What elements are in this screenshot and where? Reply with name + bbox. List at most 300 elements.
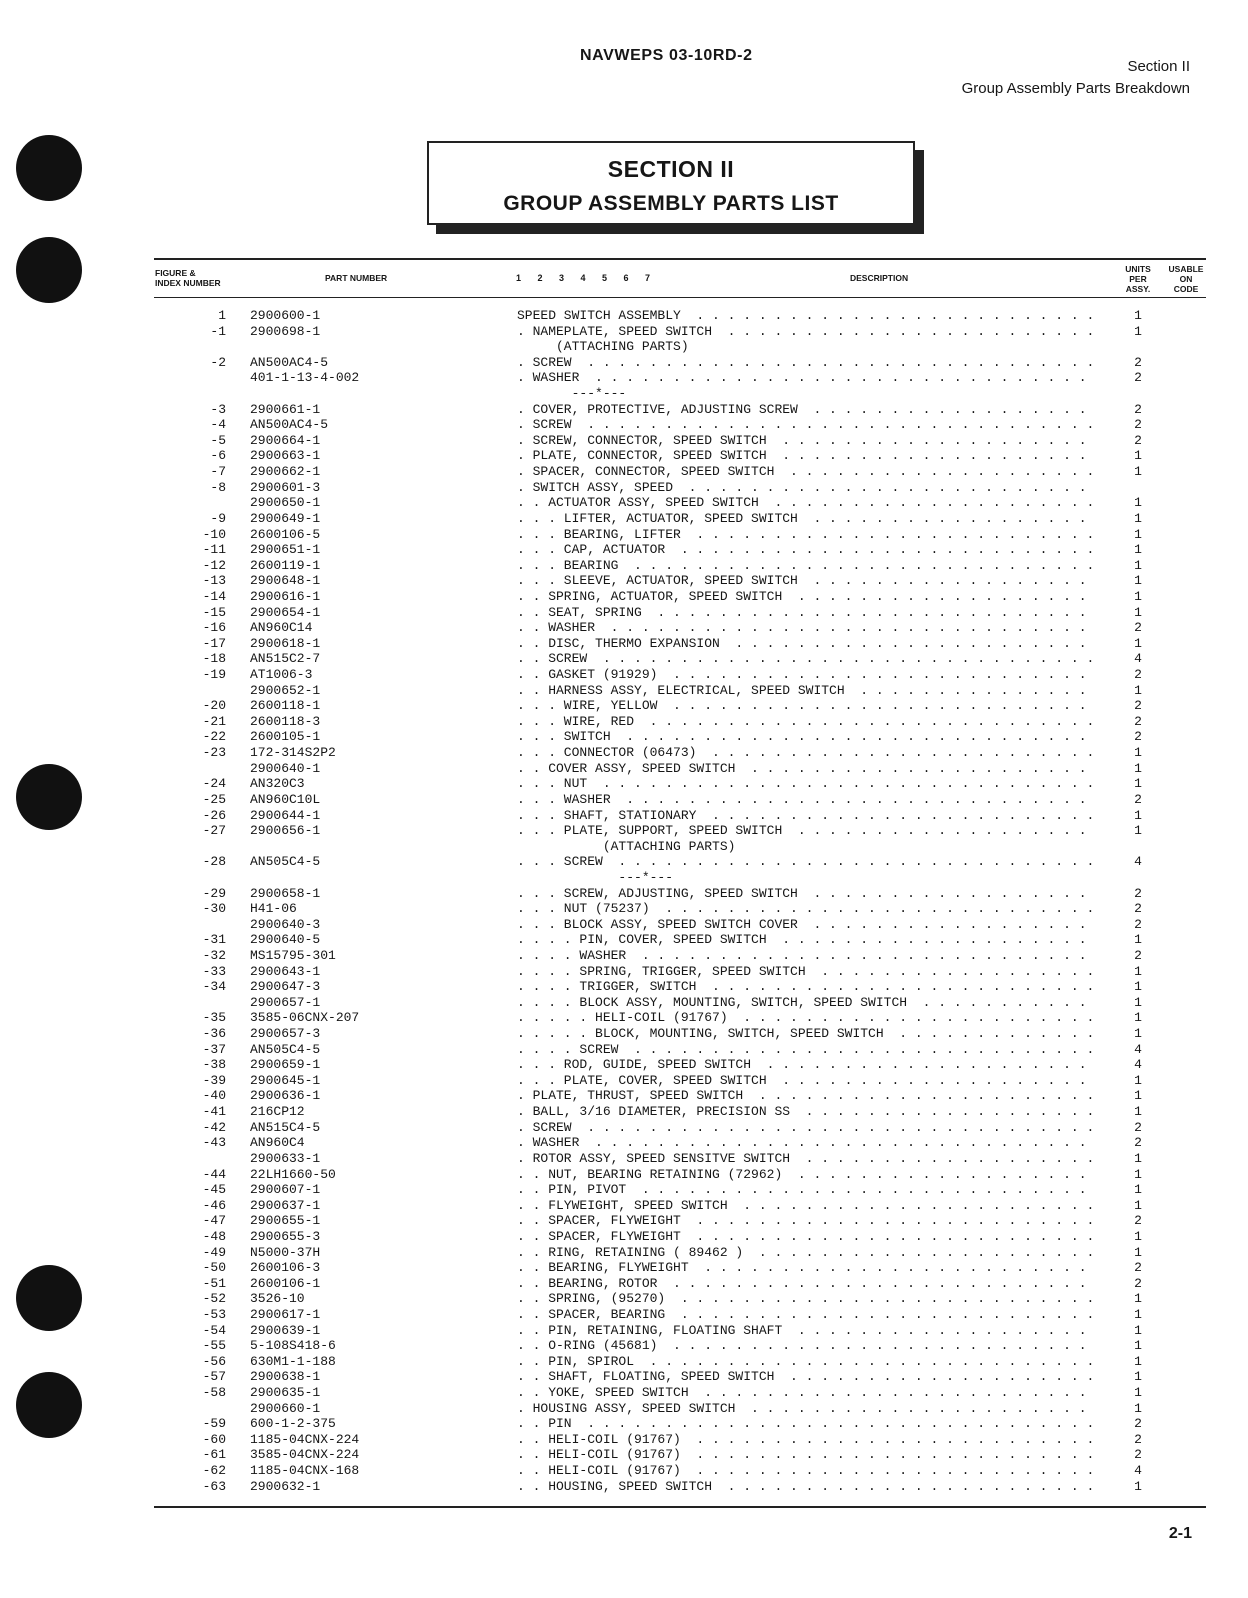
units-per-assy: 1 [1134, 1104, 1142, 1120]
index-number: -3 [210, 401, 226, 417]
index-number: -48 [202, 1228, 226, 1244]
table-row [0, 464, 1248, 480]
units-per-assy: 1 [1134, 588, 1142, 604]
part-number: 2900650-1 [250, 495, 321, 511]
part-number: 2900656-1 [250, 823, 321, 839]
part-number: 5-108S418-6 [250, 1338, 336, 1354]
units-per-assy: 1 [1134, 635, 1142, 651]
units-per-assy: 1 [1134, 776, 1142, 792]
description: . . . BLOCK ASSY, SPEED SWITCH COVER . . . . . . . . . . . . . . . . . . [517, 916, 1095, 932]
description: . . . LIFTER, ACTUATOR, SPEED SWITCH . . . . . . . . . . . . . . . . . . [517, 510, 1095, 526]
description: . . . . PIN, COVER, SPEED SWITCH . . . . . . . . . . . . . . . . . . . . [517, 932, 1095, 948]
part-number: 2900698-1 [250, 323, 321, 339]
table-row [0, 1245, 1248, 1261]
index-number: -53 [202, 1307, 226, 1322]
header-figure-line2: INDEX NUMBER [155, 278, 221, 288]
description: . . PIN, SPIROL . . . . . . . . . . . . . . . . . . . . . . . . . . . . . [517, 1353, 1095, 1369]
section-heading: GROUP ASSEMBLY PARTS LIST [503, 192, 839, 215]
section-subtitle: Group Assembly Parts Breakdown [961, 80, 1190, 97]
description: . . . . . BLOCK, MOUNTING, SWITCH, SPEED SWITCH . . . . . . . . . . . . . [517, 1026, 1095, 1042]
part-number: AN515C2-7 [250, 651, 321, 667]
units-per-assy: 2 [1134, 901, 1142, 917]
index-number: -47 [202, 1213, 226, 1229]
parts-list [0, 308, 1248, 1494]
units-per-assy: 1 [1134, 1338, 1142, 1354]
units-per-assy: 4 [1134, 651, 1142, 667]
index-number: -18 [202, 651, 226, 667]
description: . . SEAT, SPRING . . . . . . . . . . . . . . . . . . . . . . . . . . . . [517, 604, 1095, 620]
units-per-assy: 1 [1134, 1353, 1142, 1369]
table-row [0, 839, 1248, 855]
part-number: 2900633-1 [250, 1150, 321, 1166]
table-row [0, 917, 1248, 933]
description: ---*--- [517, 386, 627, 402]
index-number: -45 [202, 1182, 226, 1198]
units-per-assy: 1 [1134, 1088, 1142, 1104]
units-per-assy: 2 [1134, 1431, 1142, 1447]
table-row [0, 527, 1248, 543]
part-number: 2900647-3 [250, 979, 321, 995]
index-number: -35 [202, 1010, 226, 1026]
index-number: -60 [202, 1431, 226, 1447]
part-number: 2900636-1 [250, 1088, 321, 1104]
table-row [0, 823, 1248, 839]
index-number: -2 [210, 354, 226, 370]
index-number: -56 [202, 1353, 226, 1369]
part-number: 2900618-1 [250, 635, 321, 651]
index-number: -37 [202, 1041, 226, 1057]
index-number: -32 [202, 947, 226, 963]
description: . . SPACER, FLYWEIGHT . . . . . . . . . . . . . . . . . . . . . . . . . . [517, 1213, 1095, 1229]
description: . . GASKET (91929) . . . . . . . . . . . . . . . . . . . . . . . . . . . [517, 667, 1095, 683]
index-number: -28 [202, 854, 226, 870]
page-number: 2-1 [1168, 1525, 1192, 1542]
part-number: AN960C14 [250, 620, 313, 636]
table-row [0, 1479, 1248, 1495]
table-row [0, 948, 1248, 964]
index-number: -40 [202, 1088, 226, 1104]
units-per-assy: 1 [1134, 1072, 1142, 1088]
units-per-assy: 1 [1134, 323, 1142, 339]
index-number: -23 [202, 745, 226, 761]
units-per-assy: 1 [1134, 760, 1142, 776]
table-row [0, 511, 1248, 527]
units-per-assy: 1 [1134, 542, 1142, 558]
description: . . HARNESS ASSY, ELECTRICAL, SPEED SWITCH . . . . . . . . . . . . . . . [517, 682, 1095, 698]
index-number: -33 [202, 963, 226, 979]
units-per-assy: 1 [1134, 557, 1142, 573]
table-row [0, 761, 1248, 777]
index-number: -63 [202, 1478, 226, 1494]
part-number: N5000-37H [250, 1244, 321, 1260]
index-number: -39 [202, 1072, 226, 1088]
index-number: -15 [202, 604, 226, 620]
part-number: 2900660-1 [250, 1400, 321, 1416]
table-row [0, 1167, 1248, 1183]
part-number: 600-1-2-375 [250, 1416, 336, 1432]
table-top-rule [154, 258, 1206, 260]
description: . SPACER, CONNECTOR, SPEED SWITCH . . . . . . . . . . . . . . . . . . . . [517, 464, 1095, 480]
description: . SWITCH ASSY, SPEED . . . . . . . . . . . . . . . . . . . . . . . . . . [517, 479, 1095, 495]
table-bottom-rule [154, 1506, 1206, 1508]
index-number: -42 [202, 1119, 226, 1135]
index-number: -17 [202, 635, 226, 651]
units-per-assy: 1 [1134, 1369, 1142, 1385]
part-number: 2900664-1 [250, 432, 321, 448]
description: . . O-RING (45681) . . . . . . . . . . . . . . . . . . . . . . . . . . . [517, 1338, 1095, 1354]
description: . . . PLATE, COVER, SPEED SWITCH . . . . . . . . . . . . . . . . . . . . [517, 1072, 1095, 1088]
index-number: -34 [202, 979, 226, 995]
part-number: 401-1-13-4-002 [250, 370, 360, 386]
units-per-assy: 1 [1134, 448, 1142, 464]
table-row [0, 651, 1248, 667]
index-number: -11 [202, 542, 226, 558]
part-number: 172-314S2P2 [250, 745, 336, 761]
part-number: 3526-10 [250, 1291, 305, 1307]
description: . . BEARING, ROTOR . . . . . . . . . . . . . . . . . . . . . . . . . . . [517, 1275, 1095, 1291]
part-number: 2900638-1 [250, 1369, 321, 1385]
index-number: -21 [202, 713, 226, 729]
part-number: 2900632-1 [250, 1478, 321, 1494]
description: . . HELI-COIL (91767) . . . . . . . . . . . . . . . . . . . . . . . . . . [517, 1447, 1095, 1463]
part-number: MS15795-301 [250, 947, 336, 963]
units-per-assy: 2 [1134, 791, 1142, 807]
part-number: 2600106-1 [250, 1275, 321, 1291]
table-row [0, 683, 1248, 699]
header-figure-index [155, 268, 221, 288]
part-number: 2900648-1 [250, 573, 321, 589]
table-row [0, 1338, 1248, 1354]
part-number: 3585-04CNX-224 [250, 1447, 360, 1463]
table-row [0, 1307, 1248, 1323]
description: (ATTACHING PARTS) [517, 339, 689, 355]
units-per-assy: 1 [1134, 573, 1142, 589]
description: . . PIN, RETAINING, FLOATING SHAFT . . . . . . . . . . . . . . . . . . . [517, 1322, 1095, 1338]
table-row [0, 620, 1248, 636]
description: . . HELI-COIL (91767) . . . . . . . . . . . . . . . . . . . . . . . . . . [517, 1431, 1095, 1447]
description: . . RING, RETAINING ( 89462 ) . . . . . . . . . . . . . . . . . . . . . . [517, 1244, 1095, 1260]
index-number: -12 [202, 557, 226, 573]
part-number: 2600118-1 [250, 698, 321, 714]
header-units-line2: PER [1129, 274, 1147, 284]
header-description: DESCRIPTION [850, 273, 909, 283]
description: . . . WIRE, YELLOW . . . . . . . . . . . . . . . . . . . . . . . . . . . [517, 698, 1095, 714]
table-row [0, 932, 1248, 948]
units-per-assy: 1 [1134, 1244, 1142, 1260]
part-number: 2600106-3 [250, 1260, 321, 1276]
index-number: -50 [202, 1260, 226, 1276]
description: . . . . BLOCK ASSY, MOUNTING, SWITCH, SPEED SWITCH . . . . . . . . . . . [517, 994, 1095, 1010]
units-per-assy: 4 [1134, 1041, 1142, 1057]
table-row [0, 964, 1248, 980]
table-row [0, 542, 1248, 558]
description: . . . NUT (75237) . . . . . . . . . . . . . . . . . . . . . . . . . . . . [517, 901, 1095, 917]
units-per-assy: 1 [1134, 1010, 1142, 1026]
part-number: AN500AC4-5 [250, 417, 329, 433]
units-per-assy: 1 [1134, 1385, 1142, 1401]
section-title: SECTION II [607, 156, 735, 182]
table-row [0, 1026, 1248, 1042]
description: . . SPACER, FLYWEIGHT . . . . . . . . . . . . . . . . . . . . . . . . . . [517, 1228, 1095, 1244]
units-per-assy: 2 [1134, 667, 1142, 683]
description: . . . . TRIGGER, SWITCH . . . . . . . . . . . . . . . . . . . . . . . . . [517, 979, 1095, 995]
index-number: -59 [202, 1416, 226, 1432]
description: . . . ROD, GUIDE, SPEED SWITCH . . . . . . . . . . . . . . . . . . . . . [517, 1057, 1095, 1073]
description: . . SPRING, ACTUATOR, SPEED SWITCH . . . . . . . . . . . . . . . . . . . [517, 588, 1095, 604]
units-per-assy: 4 [1134, 1057, 1142, 1073]
part-number: 2600106-5 [250, 526, 321, 542]
description: . SCREW . . . . . . . . . . . . . . . . . . . . . . . . . . . . . . . . . [517, 1119, 1095, 1135]
description: . PLATE, THRUST, SPEED SWITCH . . . . . . . . . . . . . . . . . . . . . . [517, 1088, 1095, 1104]
table-row [0, 589, 1248, 605]
units-per-assy: 2 [1134, 370, 1142, 386]
description: . . . SLEEVE, ACTUATOR, SPEED SWITCH . . . . . . . . . . . . . . . . . . [517, 573, 1095, 589]
part-number: 2900616-1 [250, 588, 321, 604]
part-number: 2900635-1 [250, 1385, 321, 1401]
description: . . SCREW . . . . . . . . . . . . . . . . . . . . . . . . . . . . . . . . [517, 651, 1095, 667]
index-number: -26 [202, 807, 226, 823]
table-row [0, 1057, 1248, 1073]
part-number: 2900663-1 [250, 448, 321, 464]
index-number: -24 [202, 776, 226, 792]
header-figure-line1: FIGURE & [155, 268, 196, 278]
index-number: -6 [210, 448, 226, 464]
description: . . . NUT . . . . . . . . . . . . . . . . . . . . . . . . . . . . . . . . [517, 776, 1095, 792]
units-per-assy: 2 [1134, 947, 1142, 963]
table-row [0, 605, 1248, 621]
description: . SCREW . . . . . . . . . . . . . . . . . . . . . . . . . . . . . . . . . [517, 354, 1095, 370]
description: . . COVER ASSY, SPEED SWITCH . . . . . . . . . . . . . . . . . . . . . . [517, 760, 1095, 776]
table-row [0, 1401, 1248, 1417]
description: . . . . SPRING, TRIGGER, SPEED SWITCH . . . . . . . . . . . . . . . . . . [517, 963, 1095, 979]
index-number: -29 [202, 885, 226, 901]
part-number: 2900640-3 [250, 916, 321, 932]
description: . . . . WASHER . . . . . . . . . . . . . . . . . . . . . . . . . . . . . [517, 947, 1095, 963]
header-units-line1: UNITS [1125, 264, 1151, 274]
table-row [0, 1104, 1248, 1120]
part-number: 2900657-1 [250, 994, 321, 1010]
part-number: 2900657-3 [250, 1026, 321, 1042]
description: . . FLYWEIGHT, SPEED SWITCH . . . . . . . . . . . . . . . . . . . . . . . [517, 1197, 1095, 1213]
part-number: 2900655-3 [250, 1228, 321, 1244]
description: . . HOUSING, SPEED SWITCH . . . . . . . . . . . . . . . . . . . . . . . . [517, 1478, 1095, 1494]
index-number: -52 [202, 1291, 226, 1307]
units-per-assy: 2 [1134, 620, 1142, 636]
description: (ATTACHING PARTS) [517, 838, 736, 854]
units-per-assy: 2 [1134, 1447, 1142, 1463]
table-row [0, 308, 1248, 324]
index-number: -25 [202, 791, 226, 807]
index-number: -16 [202, 620, 226, 636]
units-per-assy: 1 [1134, 1291, 1142, 1307]
header-units-line3: ASSY. [1125, 284, 1151, 294]
description: . . DISC, THERMO EXPANSION . . . . . . . . . . . . . . . . . . . . . . . [517, 635, 1095, 651]
table-row [0, 1369, 1248, 1385]
description: . SCREW . . . . . . . . . . . . . . . . . . . . . . . . . . . . . . . . . [517, 417, 1095, 433]
table-row [0, 402, 1248, 418]
document-id: NAVWEPS 03-10RD-2 [580, 47, 753, 64]
table-row [0, 854, 1248, 870]
binder-hole [16, 135, 82, 201]
part-number: AN505C4-5 [250, 1041, 321, 1057]
table-row [0, 792, 1248, 808]
header-indent-levels: 1 2 3 4 5 6 7 [516, 273, 651, 283]
description: . . . SCREW, ADJUSTING, SPEED SWITCH . . . . . . . . . . . . . . . . . . [517, 885, 1095, 901]
table-row [0, 495, 1248, 511]
index-number: -10 [202, 526, 226, 542]
part-number: AN320C3 [250, 776, 305, 792]
units-per-assy: 2 [1134, 729, 1142, 745]
units-per-assy: 1 [1134, 464, 1142, 480]
units-per-assy: 2 [1134, 1119, 1142, 1135]
table-row [0, 1447, 1248, 1463]
description: . . . . SCREW . . . . . . . . . . . . . . . . . . . . . . . . . . . . . . [517, 1041, 1095, 1057]
table-row [0, 776, 1248, 792]
description: . PLATE, CONNECTOR, SPEED SWITCH . . . . . . . . . . . . . . . . . . . . [517, 448, 1095, 464]
part-number: 3585-06CNX-207 [250, 1010, 360, 1026]
part-number: 2900661-1 [250, 401, 321, 417]
index-number: -51 [202, 1275, 226, 1291]
part-number: 22LH1660-50 [250, 1166, 336, 1182]
description: . . WASHER . . . . . . . . . . . . . . . . . . . . . . . . . . . . . . . [517, 620, 1095, 636]
index-number: -9 [210, 510, 226, 526]
description: . . HELI-COIL (91767) . . . . . . . . . . . . . . . . . . . . . . . . . . [517, 1463, 1095, 1479]
units-per-assy: 2 [1134, 698, 1142, 714]
index-number: -36 [202, 1026, 226, 1042]
description: SPEED SWITCH ASSEMBLY . . . . . . . . . . . . . . . . . . . . . . . . . . [517, 308, 1095, 323]
table-row [0, 808, 1248, 824]
part-number: 630M1-1-188 [250, 1353, 336, 1369]
part-number: 2600105-1 [250, 729, 321, 745]
part-number: H41-06 [250, 901, 297, 917]
index-number: -38 [202, 1057, 226, 1073]
table-row [0, 573, 1248, 589]
units-per-assy: 1 [1134, 979, 1142, 995]
units-per-assy: 1 [1134, 604, 1142, 620]
description: . . . WIRE, RED . . . . . . . . . . . . . . . . . . . . . . . . . . . . . [517, 713, 1095, 729]
table-row [0, 667, 1248, 683]
index-number: -49 [202, 1244, 226, 1260]
table-row [0, 417, 1248, 433]
description: . SCREW, CONNECTOR, SPEED SWITCH . . . . . . . . . . . . . . . . . . . . [517, 432, 1095, 448]
part-number: 2900600-1 [250, 308, 321, 323]
part-number: 216CP12 [250, 1104, 305, 1120]
part-number: 2900644-1 [250, 807, 321, 823]
table-row [0, 698, 1248, 714]
header-usable-line2: ON [1179, 274, 1193, 284]
table-row [0, 386, 1248, 402]
units-per-assy: 1 [1134, 526, 1142, 542]
description: . . . WASHER . . . . . . . . . . . . . . . . . . . . . . . . . . . . . . [517, 791, 1095, 807]
description: . . BEARING, FLYWEIGHT . . . . . . . . . . . . . . . . . . . . . . . . . [517, 1260, 1095, 1276]
description: . . PIN, PIVOT . . . . . . . . . . . . . . . . . . . . . . . . . . . . . [517, 1182, 1095, 1198]
units-per-assy: 1 [1134, 1400, 1142, 1416]
index-number: -13 [202, 573, 226, 589]
table-row [0, 1323, 1248, 1339]
part-number: 2900639-1 [250, 1322, 321, 1338]
binder-hole [16, 237, 82, 303]
description: . . YOKE, SPEED SWITCH . . . . . . . . . . . . . . . . . . . . . . . . . [517, 1385, 1095, 1401]
units-per-assy: 1 [1134, 963, 1142, 979]
table-row [0, 886, 1248, 902]
description: . . . BEARING . . . . . . . . . . . . . . . . . . . . . . . . . . . . . . [517, 557, 1095, 573]
units-per-assy: 2 [1134, 885, 1142, 901]
units-per-assy: 1 [1134, 1182, 1142, 1198]
part-number: AN515C4-5 [250, 1119, 321, 1135]
section-label: Section II [1127, 58, 1190, 75]
description: . . SHAFT, FLOATING, SPEED SWITCH . . . . . . . . . . . . . . . . . . . . [517, 1369, 1095, 1385]
index-number: 1 [218, 308, 226, 323]
description: . . SPRING, (95270) . . . . . . . . . . . . . . . . . . . . . . . . . . . [517, 1291, 1095, 1307]
table-row [0, 1151, 1248, 1167]
units-per-assy: 1 [1134, 1166, 1142, 1182]
table-row [0, 339, 1248, 355]
table-row [0, 714, 1248, 730]
description: . BALL, 3/16 DIAMETER, PRECISION SS . . . . . . . . . . . . . . . . . . . [517, 1104, 1095, 1120]
part-number: 2900640-1 [250, 760, 321, 776]
table-row [0, 1010, 1248, 1026]
part-number: 2600118-3 [250, 713, 321, 729]
table-row [0, 1198, 1248, 1214]
table-row [0, 1416, 1248, 1432]
part-number: 2900640-5 [250, 932, 321, 948]
description: . HOUSING ASSY, SPEED SWITCH . . . . . . . . . . . . . . . . . . . . . . [517, 1400, 1095, 1416]
units-per-assy: 2 [1134, 354, 1142, 370]
description: . . . . . HELI-COIL (91767) . . . . . . . . . . . . . . . . . . . . . . . [517, 1010, 1095, 1026]
units-per-assy: 2 [1134, 1416, 1142, 1432]
description: . . SPACER, BEARING . . . . . . . . . . . . . . . . . . . . . . . . . . . [517, 1307, 1095, 1322]
table-row [0, 1073, 1248, 1089]
units-per-assy: 1 [1134, 1197, 1142, 1213]
section-reference [962, 56, 1190, 100]
table-row [0, 729, 1248, 745]
part-number: AN505C4-5 [250, 854, 321, 870]
units-per-assy: 2 [1134, 713, 1142, 729]
units-per-assy: 1 [1134, 1307, 1142, 1322]
index-number: -44 [202, 1166, 226, 1182]
part-number: 2900655-1 [250, 1213, 321, 1229]
units-per-assy: 2 [1134, 432, 1142, 448]
units-per-assy: 1 [1134, 823, 1142, 839]
description: . . . SCREW . . . . . . . . . . . . . . . . . . . . . . . . . . . . . . . [517, 854, 1095, 870]
table-row [0, 324, 1248, 340]
units-per-assy: 1 [1134, 1150, 1142, 1166]
units-per-assy: 1 [1134, 807, 1142, 823]
part-number: 2900658-1 [250, 885, 321, 901]
index-number: -8 [210, 479, 226, 495]
table-row [0, 433, 1248, 449]
index-number: -14 [202, 588, 226, 604]
table-row [0, 1120, 1248, 1136]
table-row [0, 1182, 1248, 1198]
units-per-assy: 1 [1134, 1026, 1142, 1042]
index-number: -19 [202, 667, 226, 683]
description: . . . PLATE, SUPPORT, SPEED SWITCH . . . . . . . . . . . . . . . . . . . [517, 823, 1095, 839]
index-number: -62 [202, 1463, 226, 1479]
units-per-assy: 2 [1134, 1213, 1142, 1229]
index-number: -27 [202, 823, 226, 839]
table-row [0, 558, 1248, 574]
table-row [0, 1354, 1248, 1370]
description: . . ACTUATOR ASSY, SPEED SWITCH . . . . . . . . . . . . . . . . . . . . . [517, 495, 1095, 511]
units-per-assy: 1 [1134, 994, 1142, 1010]
description: . WASHER . . . . . . . . . . . . . . . . . . . . . . . . . . . . . . . . [517, 1135, 1095, 1151]
table-row [0, 1260, 1248, 1276]
part-number: 1185-04CNX-168 [250, 1463, 360, 1479]
part-number: 2900654-1 [250, 604, 321, 620]
index-number: -5 [210, 432, 226, 448]
table-row [0, 1291, 1248, 1307]
